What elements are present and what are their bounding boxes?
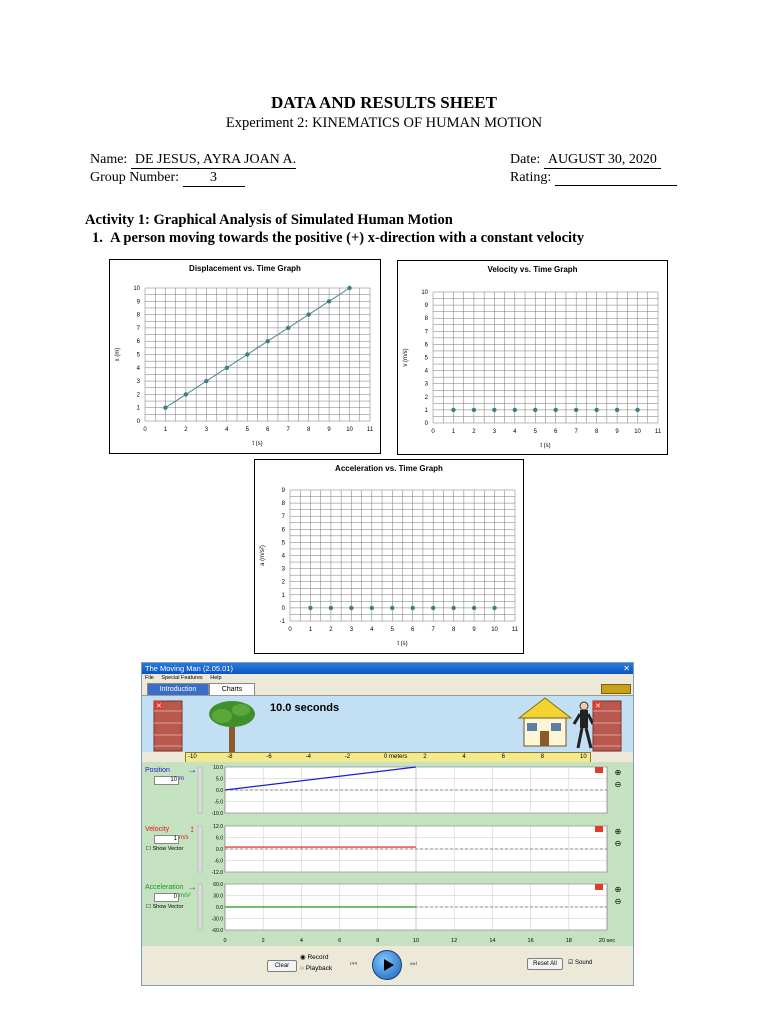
time-axis-label: 12 bbox=[451, 938, 458, 944]
ruler-label: 10 bbox=[580, 754, 587, 760]
ruler-label: 6 bbox=[501, 754, 505, 760]
motion-plots bbox=[142, 762, 633, 946]
time-axis-label: 8 bbox=[376, 938, 380, 944]
group-field bbox=[90, 170, 245, 187]
data-point bbox=[327, 299, 331, 303]
time-axis-label: 20 sec bbox=[598, 938, 616, 944]
data-point bbox=[451, 606, 455, 610]
y-axis-label: a (m/s²) bbox=[260, 545, 266, 566]
acceleration-slider-track bbox=[198, 884, 202, 930]
y-tick-label: 10 bbox=[421, 290, 428, 296]
y-tick-label: 4 bbox=[136, 365, 140, 372]
displacement-chart bbox=[110, 260, 380, 453]
y-tick-label: 4 bbox=[424, 368, 428, 375]
velocity-minimize-icon bbox=[595, 826, 603, 832]
play-icon bbox=[384, 959, 394, 971]
velocity-unit: m/s bbox=[179, 835, 189, 841]
plot-tick-label: 0.0 bbox=[216, 847, 223, 853]
y-tick-label: 6 bbox=[281, 527, 285, 534]
record-label: Record bbox=[307, 954, 329, 961]
x-tick-label: 4 bbox=[370, 627, 374, 633]
x-tick-label: 2 bbox=[184, 427, 188, 433]
y-tick-label: 0 bbox=[281, 605, 285, 612]
ruler-label: 8 bbox=[540, 754, 545, 760]
rating-field bbox=[510, 170, 677, 186]
plot-tick-label: 30.0 bbox=[213, 893, 223, 900]
position-input[interactable]: 10 bbox=[154, 776, 179, 785]
group-label: Group Number: bbox=[90, 170, 180, 185]
reset-all-button[interactable]: Reset All bbox=[527, 958, 563, 970]
y-tick-label: 3 bbox=[136, 379, 140, 386]
zoom-out-icon: ⊖ bbox=[614, 839, 622, 848]
plot-tick-label: -10.0 bbox=[211, 811, 223, 817]
menu-file[interactable]: File bbox=[145, 675, 154, 681]
x-tick-label: 9 bbox=[472, 627, 476, 633]
chart-title: Displacement vs. Time Graph bbox=[189, 264, 301, 273]
playback-radio[interactable]: ○ Playback bbox=[300, 965, 333, 972]
time-axis-label: 4 bbox=[299, 938, 303, 944]
time-readout: 10.0 seconds bbox=[270, 702, 340, 714]
acceleration-arrow-icon: → bbox=[187, 882, 197, 893]
time-axis-label: 14 bbox=[489, 938, 496, 944]
x-tick-label: 7 bbox=[286, 427, 290, 433]
data-point bbox=[635, 408, 639, 412]
x-tick-label: 5 bbox=[245, 427, 249, 433]
clear-button[interactable]: Clear bbox=[267, 960, 297, 972]
ruler-label: -4 bbox=[305, 754, 311, 760]
data-point bbox=[204, 379, 208, 383]
name-field bbox=[90, 152, 296, 169]
velocity-chart-box bbox=[397, 260, 668, 455]
data-point bbox=[513, 408, 517, 412]
x-tick-label: 8 bbox=[306, 427, 311, 433]
svg-text:✕: ✕ bbox=[156, 703, 162, 710]
data-point bbox=[533, 408, 537, 412]
y-tick-label: 7 bbox=[281, 514, 285, 521]
data-point bbox=[554, 408, 558, 412]
acceleration-chart-box bbox=[254, 459, 524, 654]
activity-item: 1. A person moving towards the positive (+) x-direction with a constant velocity bbox=[92, 230, 585, 246]
playback-controls bbox=[142, 946, 633, 985]
plot-tick-label: 12.0 bbox=[213, 824, 223, 830]
page-subtitle: Experiment 2: KINEMATICS OF HUMAN MOTION bbox=[225, 115, 543, 131]
data-point bbox=[574, 408, 578, 412]
plot-tick-label: -12.0 bbox=[211, 870, 223, 876]
page-title: DATA AND RESULTS SHEET bbox=[271, 93, 497, 112]
sound-checkbox[interactable]: ☑ Sound bbox=[568, 960, 593, 966]
x-tick-label: 8 bbox=[594, 429, 599, 435]
plot-tick-label: 6.0 bbox=[216, 835, 223, 842]
acceleration-label: Acceleration bbox=[145, 884, 184, 891]
data-point bbox=[225, 366, 229, 370]
x-tick-label: 1 bbox=[308, 627, 313, 633]
x-tick-label: 1 bbox=[451, 429, 456, 435]
moving-man-icon bbox=[574, 702, 593, 748]
y-tick-label: 6 bbox=[136, 339, 140, 346]
y-tick-label: 7 bbox=[424, 329, 428, 336]
y-axis-label: x (m) bbox=[115, 347, 121, 362]
zoom-in-icon: ⊕ bbox=[614, 827, 622, 836]
y-tick-label: 8 bbox=[281, 501, 285, 508]
y-tick-label: 2 bbox=[136, 392, 140, 399]
rewind-icon[interactable]: ⏮ bbox=[350, 959, 358, 968]
plot-tick-label: -60.0 bbox=[211, 928, 223, 934]
y-tick-label: 5 bbox=[424, 355, 428, 362]
data-point bbox=[266, 339, 270, 343]
x-tick-label: 10 bbox=[346, 427, 353, 433]
date-value: AUGUST 30, 2020 bbox=[544, 152, 661, 169]
zoom-in-icon: ⊕ bbox=[614, 885, 622, 894]
y-tick-label: 5 bbox=[281, 540, 285, 547]
plot-tick-label: 60.0 bbox=[213, 882, 223, 888]
x-tick-label: 9 bbox=[327, 427, 331, 433]
applet-plots bbox=[142, 762, 633, 946]
velocity-input[interactable]: 1 bbox=[154, 835, 179, 844]
velocity-arrow-icon: ↕ bbox=[189, 824, 195, 835]
data-point bbox=[390, 606, 394, 610]
data-point bbox=[411, 606, 415, 610]
applet-scene bbox=[142, 696, 633, 752]
time-axis-label: 10 bbox=[412, 938, 420, 944]
data-point bbox=[349, 606, 353, 610]
displacement-chart-box bbox=[109, 259, 381, 454]
menu-special-features[interactable]: Special Features bbox=[161, 675, 203, 681]
x-tick-label: 5 bbox=[533, 429, 537, 435]
ruler-label: -2 bbox=[344, 754, 351, 760]
name-label: Name: bbox=[90, 152, 128, 167]
y-tick-label: 0 bbox=[424, 421, 428, 427]
x-tick-label: 11 bbox=[654, 429, 662, 435]
time-axis-label: 0 bbox=[223, 938, 227, 944]
close-icon[interactable]: ✕ bbox=[623, 664, 630, 673]
x-tick-label: 3 bbox=[204, 427, 209, 433]
x-tick-label: 11 bbox=[511, 627, 519, 633]
y-tick-label: 9 bbox=[424, 303, 428, 310]
x-axis-label: t (s) bbox=[540, 443, 551, 449]
data-point bbox=[431, 606, 435, 610]
applet-titlebar bbox=[142, 663, 633, 674]
ruler-label: -8 bbox=[227, 754, 233, 760]
ruler-label: -6 bbox=[266, 754, 272, 760]
plot-tick-label: -30.0 bbox=[211, 916, 223, 923]
y-tick-label: -1 bbox=[279, 619, 285, 625]
y-tick-label: 3 bbox=[281, 566, 285, 573]
left-wall-icon bbox=[154, 701, 182, 751]
data-point bbox=[594, 408, 598, 412]
applet-window-title: The Moving Man (2.05.01) bbox=[145, 664, 233, 673]
chart-title: Velocity vs. Time Graph bbox=[487, 265, 578, 274]
tab-charts[interactable]: Charts bbox=[209, 683, 255, 695]
y-tick-label: 9 bbox=[136, 299, 140, 306]
group-value: 3 bbox=[183, 170, 245, 187]
time-axis-label: 6 bbox=[338, 938, 342, 944]
x-tick-label: 9 bbox=[615, 429, 619, 435]
data-point bbox=[472, 606, 476, 610]
time-axis-label: 16 bbox=[527, 938, 534, 944]
y-tick-label: 2 bbox=[281, 579, 285, 586]
acceleration-show-vector-label: Show Vector bbox=[152, 904, 184, 910]
y-tick-label: 7 bbox=[136, 325, 140, 332]
data-point bbox=[492, 408, 496, 412]
plot-tick-label: -6.0 bbox=[214, 858, 223, 865]
tree-icon bbox=[209, 701, 255, 752]
x-tick-label: 8 bbox=[451, 627, 456, 633]
x-tick-label: 7 bbox=[574, 429, 578, 435]
plot-tick-label: 0.0 bbox=[216, 905, 223, 911]
plot-tick-label: 10.0 bbox=[213, 765, 223, 771]
data-point bbox=[615, 408, 619, 412]
time-axis-label: 2 bbox=[261, 938, 265, 944]
y-tick-label: 8 bbox=[136, 312, 140, 319]
x-tick-label: 4 bbox=[513, 429, 517, 435]
x-tick-label: 0 bbox=[288, 627, 292, 633]
x-tick-label: 6 bbox=[411, 627, 415, 633]
scene-art bbox=[142, 696, 633, 752]
data-point bbox=[451, 408, 455, 412]
x-tick-label: 4 bbox=[225, 427, 229, 433]
data-point bbox=[163, 406, 167, 410]
x-tick-label: 11 bbox=[366, 427, 374, 433]
svg-text:✕: ✕ bbox=[595, 703, 601, 710]
y-tick-label: 4 bbox=[281, 553, 285, 560]
y-tick-label: 0 bbox=[136, 419, 140, 425]
position-minimize-icon bbox=[595, 767, 603, 773]
data-point bbox=[245, 352, 249, 356]
position-arrow-icon: → bbox=[187, 765, 197, 776]
velocity-show-vector-label: Show Vector bbox=[152, 846, 184, 852]
acceleration-unit: m/s² bbox=[179, 893, 191, 899]
name-value: DE JESUS, AYRA JOAN A. bbox=[131, 152, 296, 169]
y-tick-label: 10 bbox=[133, 286, 140, 292]
x-tick-label: 3 bbox=[349, 627, 354, 633]
data-point bbox=[472, 408, 476, 412]
acceleration-chart bbox=[255, 460, 523, 653]
moving-man-applet bbox=[141, 662, 634, 986]
data-point bbox=[184, 392, 188, 396]
x-tick-label: 0 bbox=[431, 429, 435, 435]
velocity-label: Velocity bbox=[145, 826, 170, 833]
sound-label: Sound bbox=[575, 960, 593, 966]
house-icon bbox=[519, 698, 571, 746]
position-unit: m bbox=[179, 776, 184, 782]
date-field bbox=[510, 152, 661, 169]
y-tick-label: 2 bbox=[424, 394, 428, 401]
x-tick-label: 10 bbox=[634, 429, 641, 435]
data-point bbox=[370, 606, 374, 610]
menu-help[interactable]: Help bbox=[210, 675, 222, 681]
zoom-out-icon: ⊖ bbox=[614, 897, 622, 906]
velocity-show-vector[interactable]: ☐ Show Vector bbox=[146, 846, 184, 852]
right-wall-icon bbox=[593, 701, 621, 751]
ruler-label: 4 bbox=[462, 754, 466, 760]
plot-tick-label: -5.0 bbox=[214, 799, 223, 806]
plot-tick-label: 0.0 bbox=[216, 788, 223, 794]
data-point bbox=[492, 606, 496, 610]
time-axis-label: 18 bbox=[565, 938, 572, 944]
y-tick-label: 6 bbox=[424, 342, 428, 349]
acceleration-input[interactable]: 0 bbox=[154, 893, 179, 902]
acceleration-minimize-icon bbox=[595, 884, 603, 890]
y-axis-label: v (m/s) bbox=[403, 348, 409, 367]
y-tick-label: 3 bbox=[424, 381, 428, 388]
phet-logo bbox=[601, 684, 631, 694]
play-button[interactable] bbox=[372, 950, 402, 980]
x-tick-label: 2 bbox=[472, 429, 476, 435]
y-tick-label: 8 bbox=[424, 316, 428, 323]
x-tick-label: 2 bbox=[329, 627, 333, 633]
ruler-label: 2 bbox=[423, 754, 427, 760]
step-icon[interactable]: ⏭ bbox=[410, 959, 418, 968]
zoom-in-icon: ⊕ bbox=[614, 768, 622, 777]
zoom-out-icon: ⊖ bbox=[614, 780, 622, 789]
y-tick-label: 5 bbox=[136, 352, 140, 359]
x-axis-label: t (s) bbox=[252, 441, 263, 447]
plot-tick-label: 5.0 bbox=[216, 776, 223, 783]
chart-title: Acceleration vs. Time Graph bbox=[335, 464, 443, 473]
y-tick-label: 1 bbox=[136, 405, 140, 412]
x-tick-label: 7 bbox=[431, 627, 435, 633]
applet-tabs bbox=[142, 682, 633, 696]
y-tick-label: 1 bbox=[281, 592, 285, 599]
velocity-slider-track bbox=[198, 826, 202, 872]
x-tick-label: 5 bbox=[390, 627, 394, 633]
x-tick-label: 6 bbox=[554, 429, 558, 435]
record-radio[interactable]: ◉ Record bbox=[300, 954, 329, 961]
playback-label: Playback bbox=[305, 965, 333, 972]
x-tick-label: 6 bbox=[266, 427, 270, 433]
data-point bbox=[286, 326, 290, 330]
date-label: Date: bbox=[510, 152, 541, 167]
data-point bbox=[306, 312, 310, 316]
activity-heading: Activity 1: Graphical Analysis of Simulated Human Motion bbox=[85, 212, 453, 228]
tab-introduction[interactable]: Introduction bbox=[147, 683, 209, 695]
rating-label: Rating: bbox=[510, 170, 552, 185]
ruler-label: 0 meters bbox=[384, 754, 408, 760]
x-tick-label: 1 bbox=[163, 427, 168, 433]
x-tick-label: 10 bbox=[491, 627, 498, 633]
x-tick-label: 3 bbox=[492, 429, 497, 435]
position-label: Position bbox=[145, 767, 170, 774]
x-tick-label: 0 bbox=[143, 427, 147, 433]
applet-menubar bbox=[142, 674, 633, 682]
ruler-label: -10 bbox=[188, 754, 197, 760]
velocity-chart bbox=[398, 261, 667, 454]
acceleration-show-vector[interactable]: ☐ Show Vector bbox=[146, 904, 184, 910]
y-tick-label: 1 bbox=[424, 407, 428, 414]
data-point bbox=[329, 606, 333, 610]
x-axis-label: t (s) bbox=[397, 641, 408, 647]
y-tick-label: 9 bbox=[281, 488, 285, 494]
position-slider-track bbox=[198, 767, 202, 813]
data-point bbox=[347, 286, 351, 290]
data-point bbox=[308, 606, 312, 610]
rating-value bbox=[555, 171, 677, 186]
